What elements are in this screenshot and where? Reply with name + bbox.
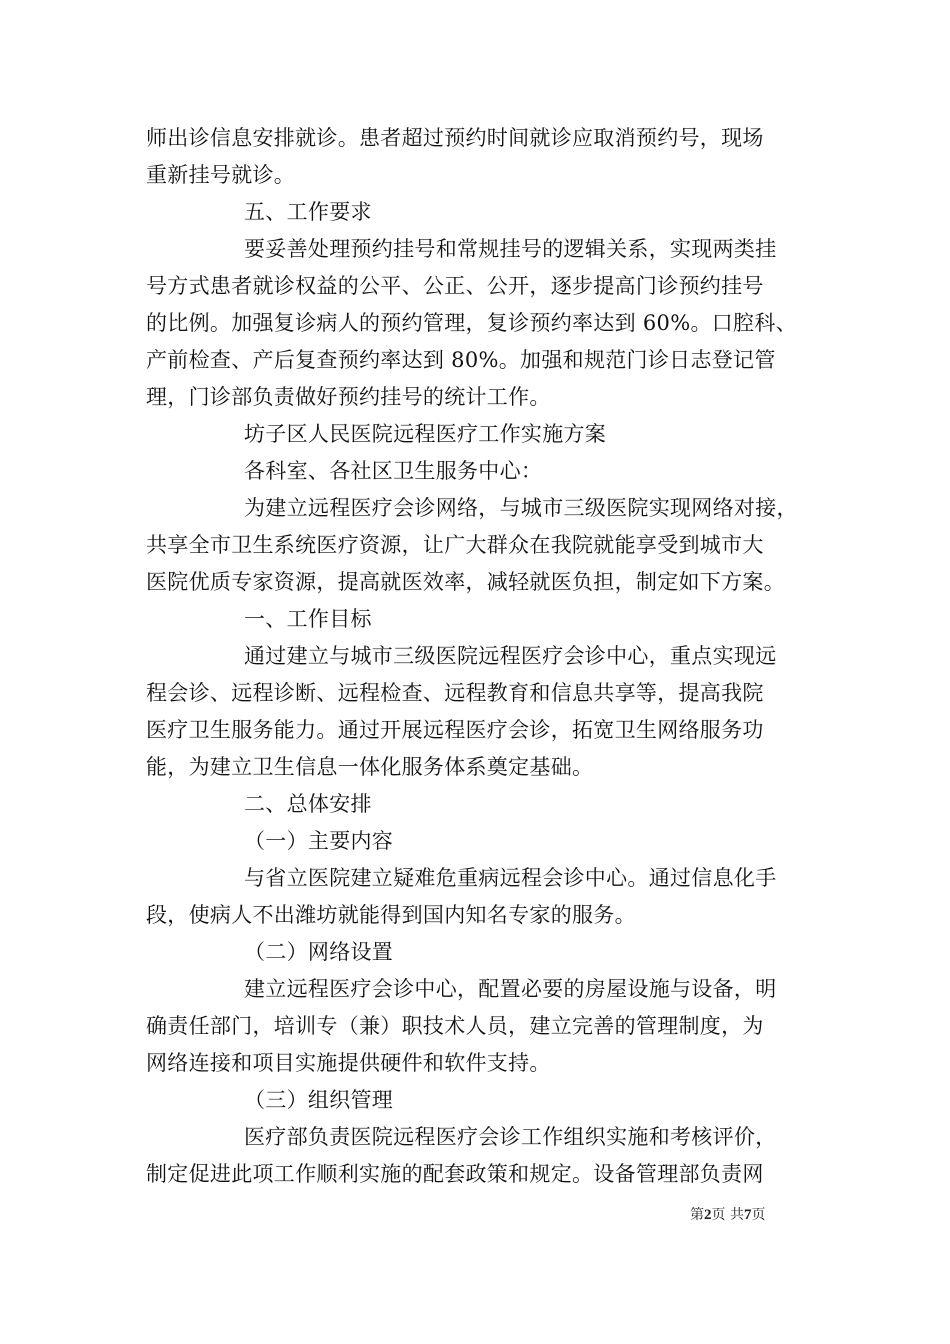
footer-suffix: 页 xyxy=(751,1207,766,1223)
text-line: 制定促进此项工作顺利实施的配套政策和规定。设备管理部负责网 xyxy=(146,1162,764,1186)
text-line: 要妥善处理预约挂号和常规挂号的逻辑关系，实现两类挂 xyxy=(244,237,777,261)
footer-total-pages: 7 xyxy=(743,1207,752,1223)
page-number-footer xyxy=(690,1204,765,1224)
text-line: 理，门诊部负责做好预约挂号的统计工作。 xyxy=(146,385,551,409)
text-line: 段，使病人不出潍坊就能得到国内知名专家的服务。 xyxy=(146,903,636,927)
subsection-heading: （三）组织管理 xyxy=(244,1088,394,1112)
footer-middle: 页 共 xyxy=(711,1207,744,1223)
document-title: 坊子区人民医院远程医疗工作实施方案 xyxy=(244,422,607,446)
text-line: 建立远程医疗会诊中心，配置必要的房屋设施与设备，明 xyxy=(244,977,777,1001)
text-line: 程会诊、远程诊断、远程检查、远程教育和信息共享等，提高我院 xyxy=(146,681,764,705)
section-heading: 一、工作目标 xyxy=(244,607,372,631)
text-line: 与省立医院建立疑难危重病远程会诊中心。通过信息化手 xyxy=(244,866,777,890)
text-line: 医疗卫生服务能力。通过开展远程医疗会诊，拓宽卫生网络服务功 xyxy=(146,718,764,742)
text-line: 网络连接和项目实施提供硬件和软件支持。 xyxy=(146,1051,551,1075)
text-line: 确责任部门，培训专（兼）职技术人员，建立完善的管理制度，为 xyxy=(146,1014,764,1038)
section-heading: 二、总体安排 xyxy=(244,792,372,816)
footer-prefix: 第 xyxy=(690,1207,704,1223)
text-line: 通过建立与城市三级医院远程医疗会诊中心，重点实现远 xyxy=(244,644,777,668)
salutation: 各科室、各社区卫生服务中心： xyxy=(244,459,543,483)
text-line: 的比例。加强复诊病人的预约管理，复诊预约率达到 60%。口腔科、 xyxy=(146,311,797,335)
text-line: 能，为建立卫生信息一体化服务体系奠定基础。 xyxy=(146,755,594,779)
footer-page-number: 2 xyxy=(704,1207,712,1223)
text-line: 号方式患者就诊权益的公平、公正、公开，逐步提高门诊预约挂号 xyxy=(146,274,764,298)
text-line: 共享全市卫生系统医疗资源，让广大群众在我院就能享受到城市大 xyxy=(146,533,764,557)
subsection-heading: （一）主要内容 xyxy=(244,829,394,853)
section-heading: 五、工作要求 xyxy=(244,200,372,224)
text-line: 产前检查、产后复查预约率达到 80%。加强和规范门诊日志登记管 xyxy=(146,348,776,372)
subsection-heading: （二）网络设置 xyxy=(244,940,394,964)
text-line: 医疗部负责医院远程医疗会诊工作组织实施和考核评价， xyxy=(244,1125,777,1149)
text-line: 为建立远程医疗会诊网络，与城市三级医院实现网络对接， xyxy=(244,496,798,520)
text-line: 师出诊信息安排就诊。患者超过预约时间就诊应取消预约号，现场 xyxy=(146,126,764,150)
text-line: 重新挂号就诊。 xyxy=(146,163,296,187)
text-line: 医院优质专家资源，提高就医效率，减轻就医负担，制定如下方案。 xyxy=(146,570,785,594)
